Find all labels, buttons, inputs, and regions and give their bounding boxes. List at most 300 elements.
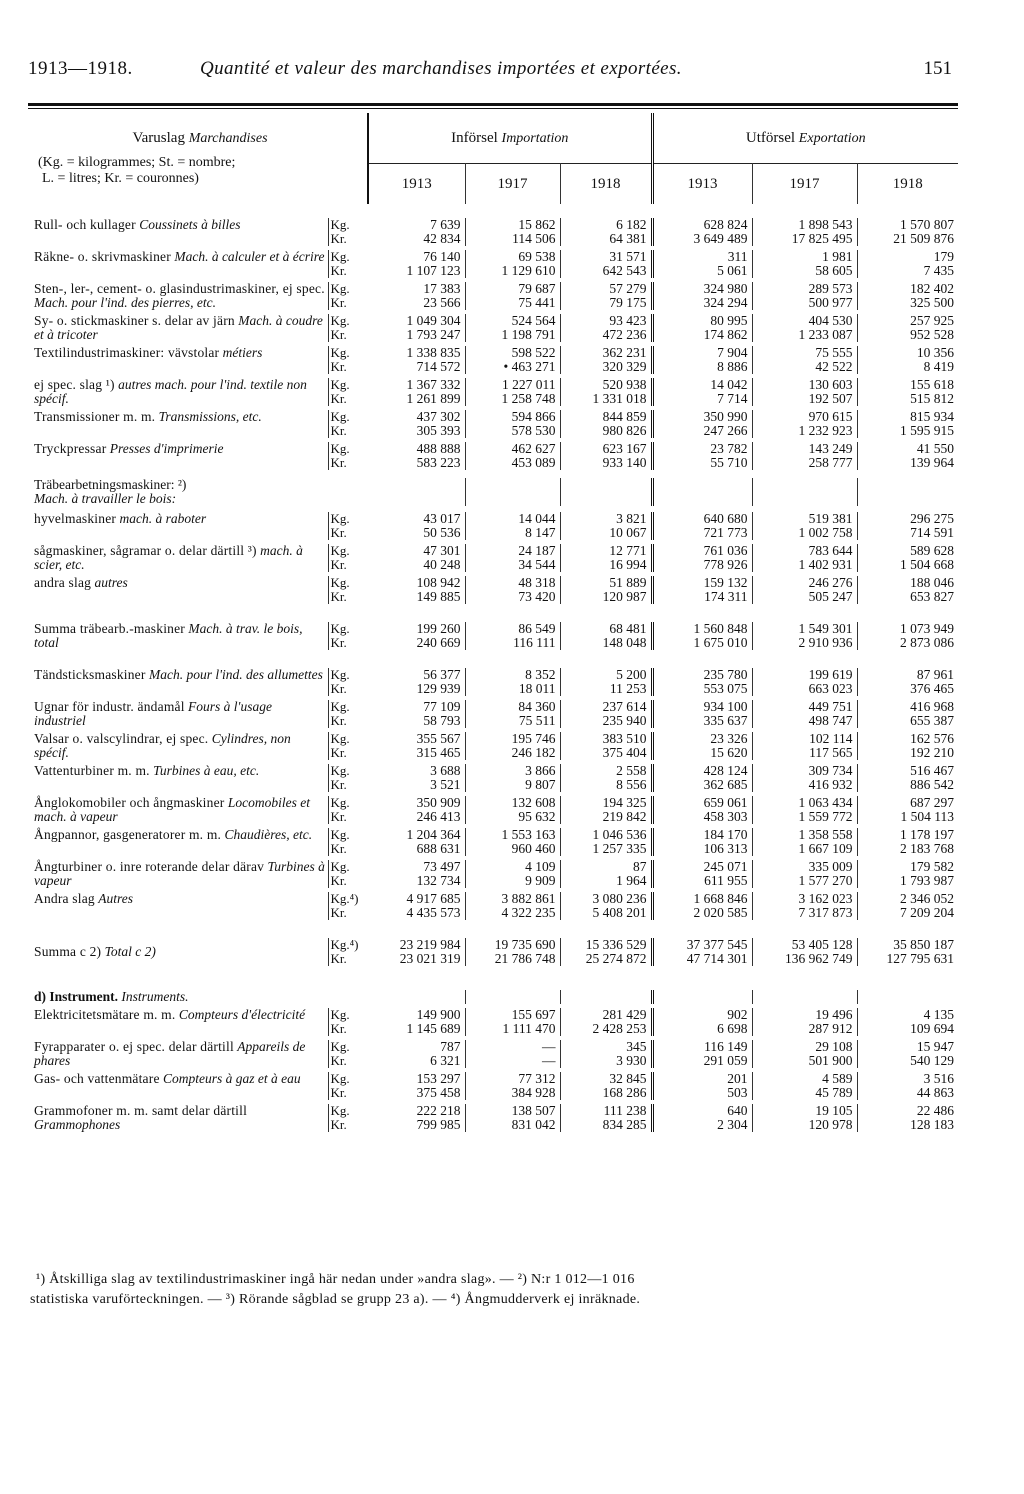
- crown-value: 1 504 113: [900, 809, 955, 824]
- item-name-sv: Ångpannor, gasgeneratorer m. m.: [34, 827, 222, 842]
- unit-label: Kr.: [330, 557, 347, 572]
- quantity-value: 199 619: [808, 667, 853, 682]
- table-row: [28, 1104, 958, 1132]
- unit-label: Kr.: [330, 1085, 347, 1100]
- item-name-sv: Tryckpressar: [34, 441, 107, 456]
- value-cell: [560, 410, 652, 438]
- quantity-value: 15 947: [916, 1039, 955, 1054]
- crown-value: 721 773: [703, 525, 748, 540]
- value-cell: [752, 346, 857, 374]
- value-cell: [465, 732, 560, 760]
- value-cell: [465, 378, 560, 406]
- table-row: [28, 860, 958, 888]
- value-cell: [560, 622, 652, 650]
- item-name-sv: Fyrapparater o. ej spec. delar därtill: [34, 1039, 234, 1054]
- quantity-value: 1 553 163: [501, 827, 556, 842]
- unit-cell: [328, 314, 368, 342]
- quantity-value: 404 530: [808, 313, 853, 328]
- unit-label: Kg.: [330, 217, 350, 232]
- crown-value: 8 419: [923, 359, 955, 374]
- crown-value: 1 595 915: [900, 423, 955, 438]
- quantity-value: 4 589: [822, 1071, 853, 1086]
- value-cell: [857, 796, 958, 824]
- value-cell: [652, 860, 752, 888]
- quantity-value: 687 297: [910, 795, 955, 810]
- empty-cell: [560, 990, 652, 1004]
- value-cell: [752, 544, 857, 572]
- quantity-value: 3 882 861: [501, 891, 556, 906]
- crown-value: 376 465: [910, 681, 955, 696]
- value-cell: [752, 892, 857, 920]
- crown-value: 1 233 087: [798, 327, 853, 342]
- import-header: Införsel Importation: [368, 113, 652, 164]
- crown-value: 109 694: [910, 1021, 955, 1036]
- item-name-fr: Fours à l'usage industriel: [34, 699, 272, 728]
- value-cell: [368, 576, 465, 604]
- value-cell: [560, 442, 652, 470]
- value-cell: [752, 218, 857, 246]
- value-cell: [857, 218, 958, 246]
- quantity-value: 153 297: [416, 1071, 461, 1086]
- value-cell: [857, 1008, 958, 1036]
- unit-label: Kr.: [330, 455, 347, 470]
- table-row: [28, 828, 958, 856]
- crown-value: 1 559 772: [798, 809, 853, 824]
- value-cell: [857, 860, 958, 888]
- crown-value: 50 536: [423, 525, 461, 540]
- unit-cell: [328, 732, 368, 760]
- crown-value: 5 061: [717, 263, 748, 278]
- unit-cell: [328, 622, 368, 650]
- unit-cell: [328, 796, 368, 824]
- value-cell: [752, 410, 857, 438]
- value-cell: [465, 282, 560, 310]
- crown-value: 305 393: [416, 423, 461, 438]
- unit-label: Kr.: [330, 777, 347, 792]
- table-row: [28, 314, 958, 342]
- row-description: [28, 512, 328, 540]
- value-cell: [560, 668, 652, 696]
- crown-value: 8 147: [525, 525, 556, 540]
- crown-value: 246 182: [511, 745, 556, 760]
- quantity-value: 138 507: [511, 1103, 556, 1118]
- section-fr: Mach. à travailler le bois:: [34, 491, 177, 506]
- unit-cell: [328, 668, 368, 696]
- quantity-value: 8 352: [525, 667, 556, 682]
- header-years: 1913—1918.: [28, 58, 133, 79]
- year-header: 1918: [560, 164, 652, 205]
- quantity-value: 15 336 529: [585, 937, 647, 952]
- table-row: [28, 576, 958, 604]
- unit-label: Kr.: [330, 1021, 347, 1036]
- unit-label: Kr.: [330, 681, 347, 696]
- value-cell: [368, 1040, 465, 1068]
- value-cell: [368, 314, 465, 342]
- quantity-value: 48 318: [518, 575, 556, 590]
- value-cell: [465, 892, 560, 920]
- value-cell: [368, 1072, 465, 1100]
- value-cell: [752, 1008, 857, 1036]
- quantity-value: 41 550: [916, 441, 955, 456]
- quantity-value: 56 377: [423, 667, 461, 682]
- crown-value: 7 209 204: [900, 905, 955, 920]
- table-row: [28, 892, 958, 920]
- quantity-value: 257 925: [910, 313, 955, 328]
- unit-cell: [328, 410, 368, 438]
- quantity-value: 1 063 434: [798, 795, 853, 810]
- quantity-value: 3 080 236: [592, 891, 647, 906]
- crown-value: 375 458: [416, 1085, 461, 1100]
- unit-label: Kr.: [330, 327, 347, 342]
- unit-label: Kr.: [330, 263, 347, 278]
- crown-value: 219 842: [602, 809, 647, 824]
- crown-value: 127 795 631: [886, 951, 955, 966]
- value-cell: [465, 544, 560, 572]
- value-cell: [465, 346, 560, 374]
- quantity-value: 102 114: [809, 731, 853, 746]
- value-cell: [752, 732, 857, 760]
- crown-value: 663 023: [808, 681, 853, 696]
- quantity-value: 69 538: [518, 249, 556, 264]
- table-row: [28, 442, 958, 470]
- value-cell: [560, 1104, 652, 1132]
- crown-value: 1 577 270: [798, 873, 853, 888]
- crown-value: 258 777: [808, 455, 853, 470]
- crown-value: 1 504 668: [900, 557, 955, 572]
- unit-label: Kg.: [330, 667, 350, 682]
- table-row: [28, 282, 958, 310]
- crown-value: 291 059: [703, 1053, 748, 1068]
- value-cell: [652, 544, 752, 572]
- value-cell: [652, 1104, 752, 1132]
- row-description: [28, 314, 328, 342]
- quantity-value: 19 735 690: [494, 937, 556, 952]
- crown-value: 1 261 899: [406, 391, 461, 406]
- section-row: [28, 990, 958, 1004]
- crown-value: 653 827: [910, 589, 955, 604]
- unit-cell: [328, 860, 368, 888]
- section-label: [28, 478, 368, 506]
- quantity-value: 345: [626, 1039, 647, 1054]
- unit-label: Kg.: [330, 763, 350, 778]
- crown-value: 192 210: [910, 745, 955, 760]
- quantity-value: 188 046: [910, 575, 955, 590]
- value-cell: [752, 576, 857, 604]
- crown-value: 1 232 923: [798, 423, 853, 438]
- crown-value: 980 826: [602, 423, 647, 438]
- year-header: 1913: [652, 164, 752, 205]
- quantity-value: 281 429: [602, 1007, 647, 1022]
- value-cell: [368, 796, 465, 824]
- crown-value: 7 317 873: [798, 905, 853, 920]
- unit-label: Kg.: [330, 1007, 350, 1022]
- footnote-line: statistiska varuförteckningen. — ³) Rörande sågblad se grupp 23 a). — ⁴) Ångmudderverk ej inräknade.: [30, 1292, 641, 1307]
- value-cell: [857, 828, 958, 856]
- quantity-value: 362 231: [602, 345, 647, 360]
- export-header: Utförsel Exportation: [745, 129, 866, 146]
- value-cell: [368, 668, 465, 696]
- row-description: [28, 860, 328, 888]
- quantity-value: 84 360: [518, 699, 556, 714]
- value-cell: [752, 860, 857, 888]
- quantity-value: 87: [633, 859, 647, 874]
- quantity-value: 1 073 949: [900, 621, 955, 636]
- table-row: [28, 732, 958, 760]
- quantity-value: 296 275: [910, 511, 955, 526]
- unit-label: Kg.: [330, 1039, 350, 1054]
- quantity-value: 783 644: [808, 543, 853, 558]
- crown-value: 3 930: [616, 1053, 647, 1068]
- quantity-value: 68 481: [609, 621, 647, 636]
- unit-cell: [328, 1008, 368, 1036]
- crown-value: 34 544: [518, 557, 556, 572]
- crown-value: 42 522: [815, 359, 853, 374]
- crown-value: 16 994: [609, 557, 647, 572]
- item-name-fr: Total c 2): [104, 944, 156, 959]
- unit-label: Kg.: [330, 1071, 350, 1086]
- unit-label: Kg.: [330, 795, 350, 810]
- quantity-value: 235 780: [703, 667, 748, 682]
- item-name-fr: Grammophones: [34, 1117, 121, 1132]
- crown-value: 8 556: [616, 777, 647, 792]
- unit-cell: [328, 442, 368, 470]
- table-row: [28, 1040, 958, 1068]
- value-cell: [857, 732, 958, 760]
- value-cell: [368, 442, 465, 470]
- value-cell: [560, 796, 652, 824]
- quantity-value: 23 219 984: [399, 937, 461, 952]
- value-cell: [652, 1072, 752, 1100]
- value-cell: [752, 250, 857, 278]
- crown-value: 8 886: [717, 359, 748, 374]
- row-description: [28, 732, 328, 760]
- quantity-value: 195 746: [511, 731, 556, 746]
- quantity-value: 844 859: [602, 409, 647, 424]
- unit-label: Kg.⁴): [330, 891, 359, 906]
- quantity-value: 149 900: [416, 1007, 461, 1022]
- unit-cell: [328, 938, 368, 966]
- crown-value: 79 175: [609, 295, 647, 310]
- crown-value: 75 511: [518, 713, 556, 728]
- unit-cell: [328, 346, 368, 374]
- quantity-value: 350 990: [703, 409, 748, 424]
- empty-cell: [465, 478, 560, 506]
- row-description: [28, 764, 328, 792]
- unit-label: Kg.: [330, 249, 350, 264]
- item-name-sv: Sy- o. stickmaskiner s. delar av järn: [34, 313, 235, 328]
- quantity-value: 143 249: [808, 441, 853, 456]
- crown-value: 1 198 791: [501, 327, 556, 342]
- value-cell: [368, 732, 465, 760]
- row-description: [28, 892, 328, 920]
- item-name-fr: Presses d'imprimerie: [109, 441, 224, 456]
- value-cell: [368, 1008, 465, 1036]
- quantity-value: 80 995: [710, 313, 748, 328]
- crown-value: 23 021 319: [399, 951, 461, 966]
- crown-value: 1 145 689: [406, 1021, 461, 1036]
- unit-cell: [328, 250, 368, 278]
- crown-value: 375 404: [602, 745, 647, 760]
- value-cell: [368, 218, 465, 246]
- value-cell: [465, 700, 560, 728]
- unit-label: Kg.⁴): [330, 937, 359, 952]
- item-name-fr: Compteurs d'électricité: [178, 1007, 306, 1022]
- value-cell: [560, 282, 652, 310]
- section-row: [28, 478, 958, 506]
- quantity-value: 201: [727, 1071, 748, 1086]
- quantity-value: 1 668 846: [693, 891, 748, 906]
- crown-value: 148 048: [602, 635, 647, 650]
- value-cell: [368, 544, 465, 572]
- unit-label: Kr.: [330, 713, 347, 728]
- value-cell: [368, 764, 465, 792]
- row-description: [28, 1104, 328, 1132]
- unit-label: Kg.: [330, 511, 350, 526]
- quantity-value: 2 558: [616, 763, 647, 778]
- item-name-sv: Summa c 2): [34, 944, 102, 959]
- crown-value: 45 789: [815, 1085, 853, 1100]
- value-cell: [857, 668, 958, 696]
- value-cell: [857, 378, 958, 406]
- crown-value: 2 304: [717, 1117, 748, 1132]
- section-sv: Träbearbetningsmaskiner: ²): [34, 477, 187, 492]
- quantity-value: 2 346 052: [900, 891, 955, 906]
- quantity-value: 15 862: [518, 217, 556, 232]
- unit-cell: [328, 512, 368, 540]
- quantity-value: 623 167: [602, 441, 647, 456]
- item-name-fr: mach. à scier, etc.: [34, 543, 303, 572]
- value-cell: [465, 668, 560, 696]
- row-description: [28, 346, 328, 374]
- crown-value: 18 011: [518, 681, 556, 696]
- quantity-value: 519 381: [808, 511, 853, 526]
- quantity-value: 179 582: [910, 859, 955, 874]
- row-description: [28, 576, 328, 604]
- value-cell: [560, 1008, 652, 1036]
- crown-value: 1 667 109: [798, 841, 853, 856]
- spacer-cell: [28, 204, 958, 218]
- table-row: [28, 378, 958, 406]
- quantity-value: 902: [727, 1007, 748, 1022]
- value-cell: [752, 668, 857, 696]
- value-cell: [652, 314, 752, 342]
- spacer-row: [28, 1132, 958, 1136]
- crown-value: 4 435 573: [406, 905, 461, 920]
- quantity-value: 19 496: [815, 1007, 853, 1022]
- quantity-value: 350 909: [416, 795, 461, 810]
- quantity-value: 32 845: [609, 1071, 647, 1086]
- quantity-value: 4 135: [923, 1007, 955, 1022]
- crown-value: 416 932: [808, 777, 853, 792]
- unit-cell: [328, 892, 368, 920]
- value-cell: [652, 938, 752, 966]
- unit-label: Kg.: [330, 377, 350, 392]
- value-cell: [368, 250, 465, 278]
- crown-value: 933 140: [602, 455, 647, 470]
- quantity-value: 155 618: [910, 377, 955, 392]
- value-cell: [752, 1104, 857, 1132]
- value-cell: [857, 576, 958, 604]
- item-name-sv: Sten-, ler-, cement- o. glasindustrimaskiner, ej spec.: [34, 281, 325, 296]
- quantity-value: 659 061: [703, 795, 748, 810]
- value-cell: [857, 250, 958, 278]
- crown-value: 116 111: [513, 635, 556, 650]
- value-cell: [560, 700, 652, 728]
- quantity-value: 761 036: [703, 543, 748, 558]
- unit-cell: [328, 378, 368, 406]
- value-cell: [857, 410, 958, 438]
- value-cell: [465, 1104, 560, 1132]
- value-cell: [465, 938, 560, 966]
- value-cell: [652, 828, 752, 856]
- item-name-fr: Appareils de phares: [34, 1039, 306, 1068]
- quantity-value: 3 162 023: [798, 891, 853, 906]
- crown-value: 128 183: [910, 1117, 955, 1132]
- crown-value: 136 962 749: [785, 951, 853, 966]
- quantity-value: 77 312: [518, 1071, 556, 1086]
- quantity-value: 640 680: [703, 511, 748, 526]
- value-cell: [752, 700, 857, 728]
- empty-cell: [560, 478, 652, 506]
- quantity-value: 3 516: [923, 1071, 955, 1086]
- value-cell: [560, 544, 652, 572]
- crown-value: 1 793 247: [406, 327, 461, 342]
- value-cell: [857, 622, 958, 650]
- item-name-fr: Turbines à eau, etc.: [153, 763, 260, 778]
- quantity-value: 594 866: [511, 409, 556, 424]
- quantity-value: 787: [440, 1039, 461, 1054]
- item-name-sv: Summa träbearb.-maskiner: [34, 621, 185, 636]
- quantity-value: 76 140: [423, 249, 461, 264]
- crown-value: 2 183 768: [900, 841, 955, 856]
- value-cell: [465, 576, 560, 604]
- value-cell: [560, 250, 652, 278]
- row-description: [28, 668, 328, 696]
- spacer-cell: [28, 1132, 958, 1136]
- row-description: [28, 282, 328, 310]
- quantity-value: 245 071: [703, 859, 748, 874]
- value-cell: [465, 1008, 560, 1036]
- unit-label: Kr.: [330, 231, 347, 246]
- value-cell: [465, 314, 560, 342]
- table-row: [28, 700, 958, 728]
- crown-value: 120 978: [808, 1117, 853, 1132]
- spacer-cell: [28, 924, 958, 938]
- quantity-value: 237 614: [602, 699, 647, 714]
- crown-value: 192 507: [808, 391, 853, 406]
- value-cell: [560, 346, 652, 374]
- item-name-sv: Transmissioner m. m.: [34, 409, 156, 424]
- crown-value: 714 591: [910, 525, 955, 540]
- item-name-fr: mach. à raboter: [119, 511, 207, 526]
- crown-value: 320 329: [602, 359, 647, 374]
- unit-label: Kr.: [330, 1053, 347, 1068]
- quantity-value: 14 042: [710, 377, 748, 392]
- quantity-value: 1 560 848: [693, 621, 748, 636]
- crown-value: 132 734: [416, 873, 461, 888]
- crown-value: 611 955: [704, 873, 748, 888]
- quantity-value: 23 326: [710, 731, 748, 746]
- row-description: [28, 544, 328, 572]
- empty-cell: [465, 990, 560, 1004]
- crown-value: 120 987: [602, 589, 647, 604]
- quantity-value: 416 968: [910, 699, 955, 714]
- quantity-value: 22 486: [916, 1103, 955, 1118]
- value-cell: [368, 1104, 465, 1132]
- value-cell: [752, 796, 857, 824]
- unit-label: Kr.: [330, 589, 347, 604]
- quantity-value: 86 549: [518, 621, 556, 636]
